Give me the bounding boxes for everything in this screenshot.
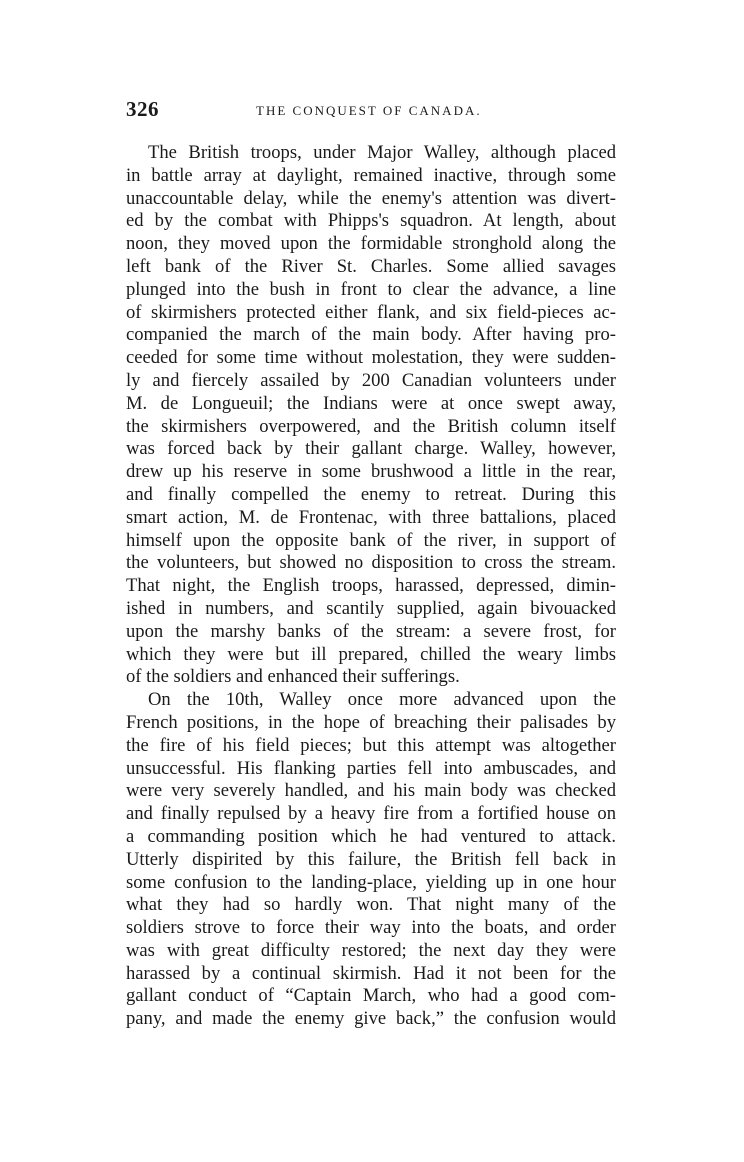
text-line: ed by the combat with Phipps's squadron. At length, about — [126, 210, 616, 232]
text-line: That night, the English troops, harassed, depressed, dimin- — [126, 575, 616, 597]
text-line: left bank of the River St. Charles. Some allied savages — [126, 255, 616, 277]
text-line: drew up his reserve in some brushwood a little in the rear, — [126, 461, 616, 483]
text-line: M. de Longueuil; the Indians were at once swept away, — [126, 392, 616, 414]
text-line: ceeded for some time without molestation, they were sudden- — [126, 347, 616, 369]
text-line: the fire of his field pieces; but this attempt was altogether — [126, 734, 616, 756]
text-line: of the soldiers and enhanced their sufferings. — [126, 666, 460, 688]
page-number: 326 — [126, 97, 159, 121]
text-line: smart action, M. de Frontenac, with three battalions, placed — [126, 506, 616, 528]
text-line: upon the marshy banks of the stream: a severe frost, for — [126, 620, 616, 642]
text-line: harassed by a continual skirmish. Had it not been for the — [126, 962, 616, 984]
running-head — [126, 97, 616, 123]
text-line: what they had so hardly won. That night many of the — [126, 894, 616, 916]
text-line: ished in numbers, and scantily supplied, again bivouacked — [126, 597, 616, 619]
text-line: himself upon the opposite bank of the river, in support of — [126, 529, 616, 551]
text-line: which they were but ill prepared, chilled the weary limbs — [126, 643, 616, 665]
text-line: Utterly dispirited by this failure, the British fell back in — [126, 848, 616, 870]
text-line: On the 10th, Walley once more advanced upon the — [148, 689, 616, 711]
text-line: ly and fiercely assailed by 200 Canadian volunteers under — [126, 369, 616, 391]
text-line: noon, they moved upon the formidable stronghold along the — [126, 233, 616, 255]
text-line: pany, and made the enemy give back,” the confusion would — [126, 1008, 616, 1030]
text-line: gallant conduct of “Captain March, who had a good com- — [126, 985, 616, 1007]
text-line: was with great difficulty restored; the next day they were — [126, 939, 616, 961]
text-line: French positions, in the hope of breaching their palisades by — [126, 711, 616, 733]
text-line: unsuccessful. His flanking parties fell into ambuscades, and — [126, 757, 616, 779]
text-line: the skirmishers overpowered, and the British column itself — [126, 415, 616, 437]
text-line: companied the march of the main body. After having pro- — [126, 324, 616, 346]
running-title: THE CONQUEST OF CANADA. — [256, 103, 482, 118]
text-line: were very severely handled, and his main body was checked — [126, 780, 616, 802]
text-line: was forced back by their gallant charge. Walley, however, — [126, 438, 616, 460]
text-line: the volunteers, but showed no disposition to cross the stream. — [126, 552, 616, 574]
text-line: some confusion to the landing-place, yielding up in one hour — [126, 871, 616, 893]
text-line: and finally compelled the enemy to retreat. During this — [126, 483, 616, 505]
text-line: unaccountable delay, while the enemy's attention was divert- — [126, 187, 616, 209]
text-line: of skirmishers protected either flank, and six field-pieces ac- — [126, 301, 616, 323]
text-line: a commanding position which he had ventured to attack. — [126, 825, 616, 847]
text-line: in battle array at daylight, remained inactive, through some — [126, 164, 616, 186]
text-line: and finally repulsed by a heavy fire from a fortified house on — [126, 803, 616, 825]
body-text — [126, 142, 616, 1031]
text-line: The British troops, under Major Walley, although placed — [148, 142, 616, 163]
text-line: plunged into the bush in front to clear the advance, a line — [126, 278, 616, 300]
text-line: soldiers strove to force their way into the boats, and order — [126, 917, 616, 939]
